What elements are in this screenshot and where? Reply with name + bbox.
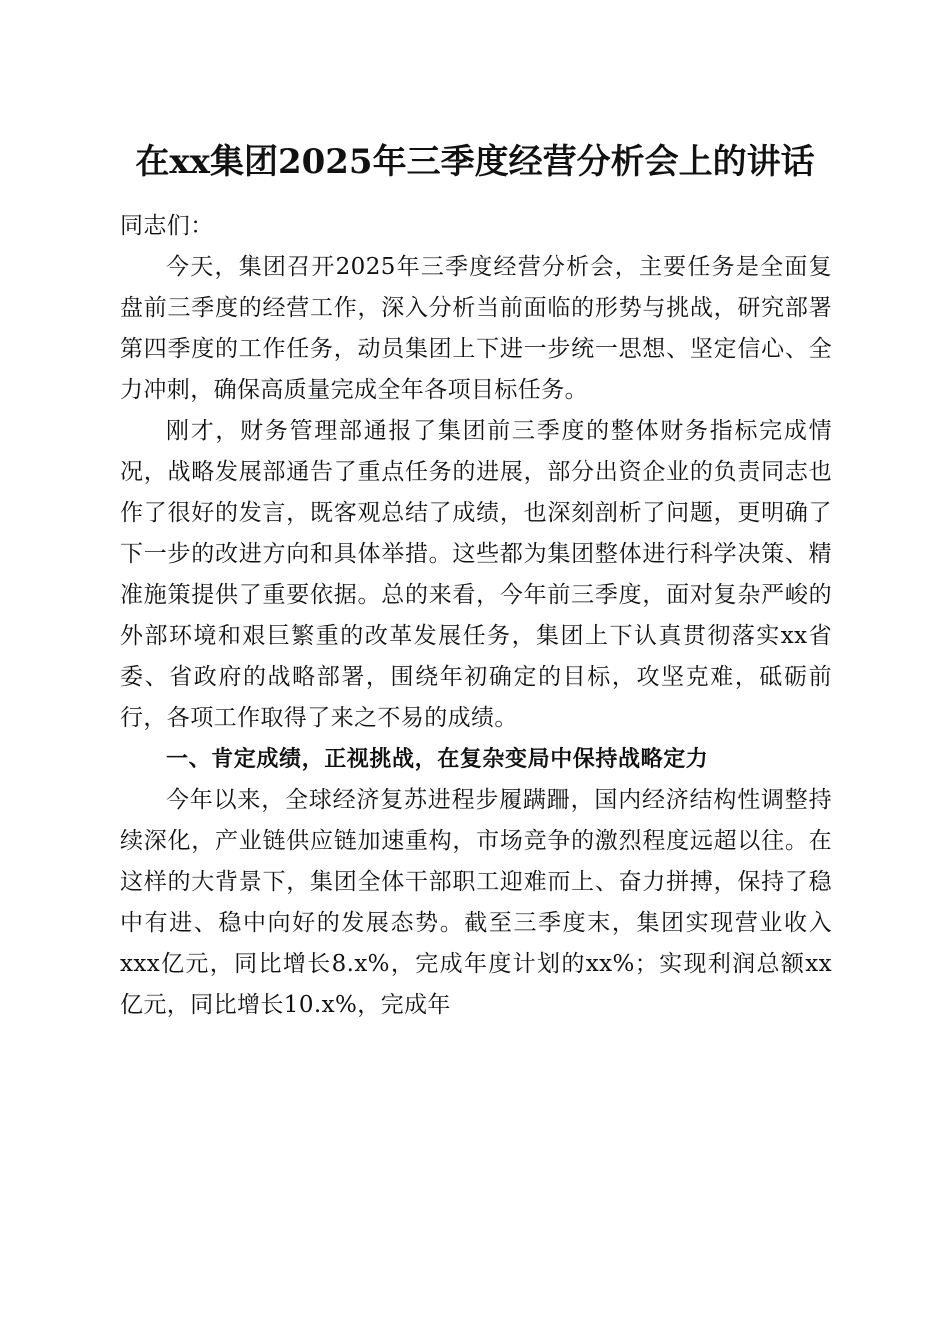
document-body bbox=[120, 206, 832, 1026]
paragraph-section-one: 今年以来，全球经济复苏进程步履蹒跚，国内经济结构性调整持续深化，产业链供应链加速重构，市场竞争的激烈程度远超以往。在这样的大背景下，集团全体干部职工迎难而上、奋力拼搏，保持了稳中有进、稳中向好的发展态势。截至三季度末，集团实现营业收入xxx亿元，同比增长8.x%，完成年度计划的xx%；实现利润总额xx亿元，同比增长10.x%，完成年 bbox=[120, 787, 832, 1018]
greeting: 同志们： bbox=[120, 213, 214, 239]
paragraph-summary: 刚才，财务管理部通报了集团前三季度的整体财务指标完成情况，战略发展部通告了重点任务的进展，部分出资企业的负责同志也作了很好的发言，既客观总结了成绩，也深刻剖析了问题，更明确了下一步的改进方向和具体举措。这些都为集团整体进行科学决策、精准施策提供了重要依据。总的来看，今年前三季度，面对复杂严峻的外部环境和艰巨繁重的改革发展任务，集团上下认真贯彻落实xx省委、省政府的战略部署，围绕年初确定的目标，攻坚克难，砥砺前行，各项工作取得了来之不易的成绩。 bbox=[120, 418, 832, 731]
paragraph-intro: 今天，集团召开2025年三季度经营分析会，主要任务是全面复盘前三季度的经营工作，深入分析当前面临的形势与挑战，研究部署第四季度的工作任务，动员集团上下进一步统一思想、坚定信心、全力冲刺，确保高质量完成全年各项目标任务。 bbox=[120, 254, 832, 403]
section-heading: 一、肯定成绩，正视挑战，在复杂变局中保持战略定力 bbox=[166, 747, 709, 772]
document-title: 在xx集团2025年三季度经营分析会上的讲话 bbox=[135, 142, 815, 182]
